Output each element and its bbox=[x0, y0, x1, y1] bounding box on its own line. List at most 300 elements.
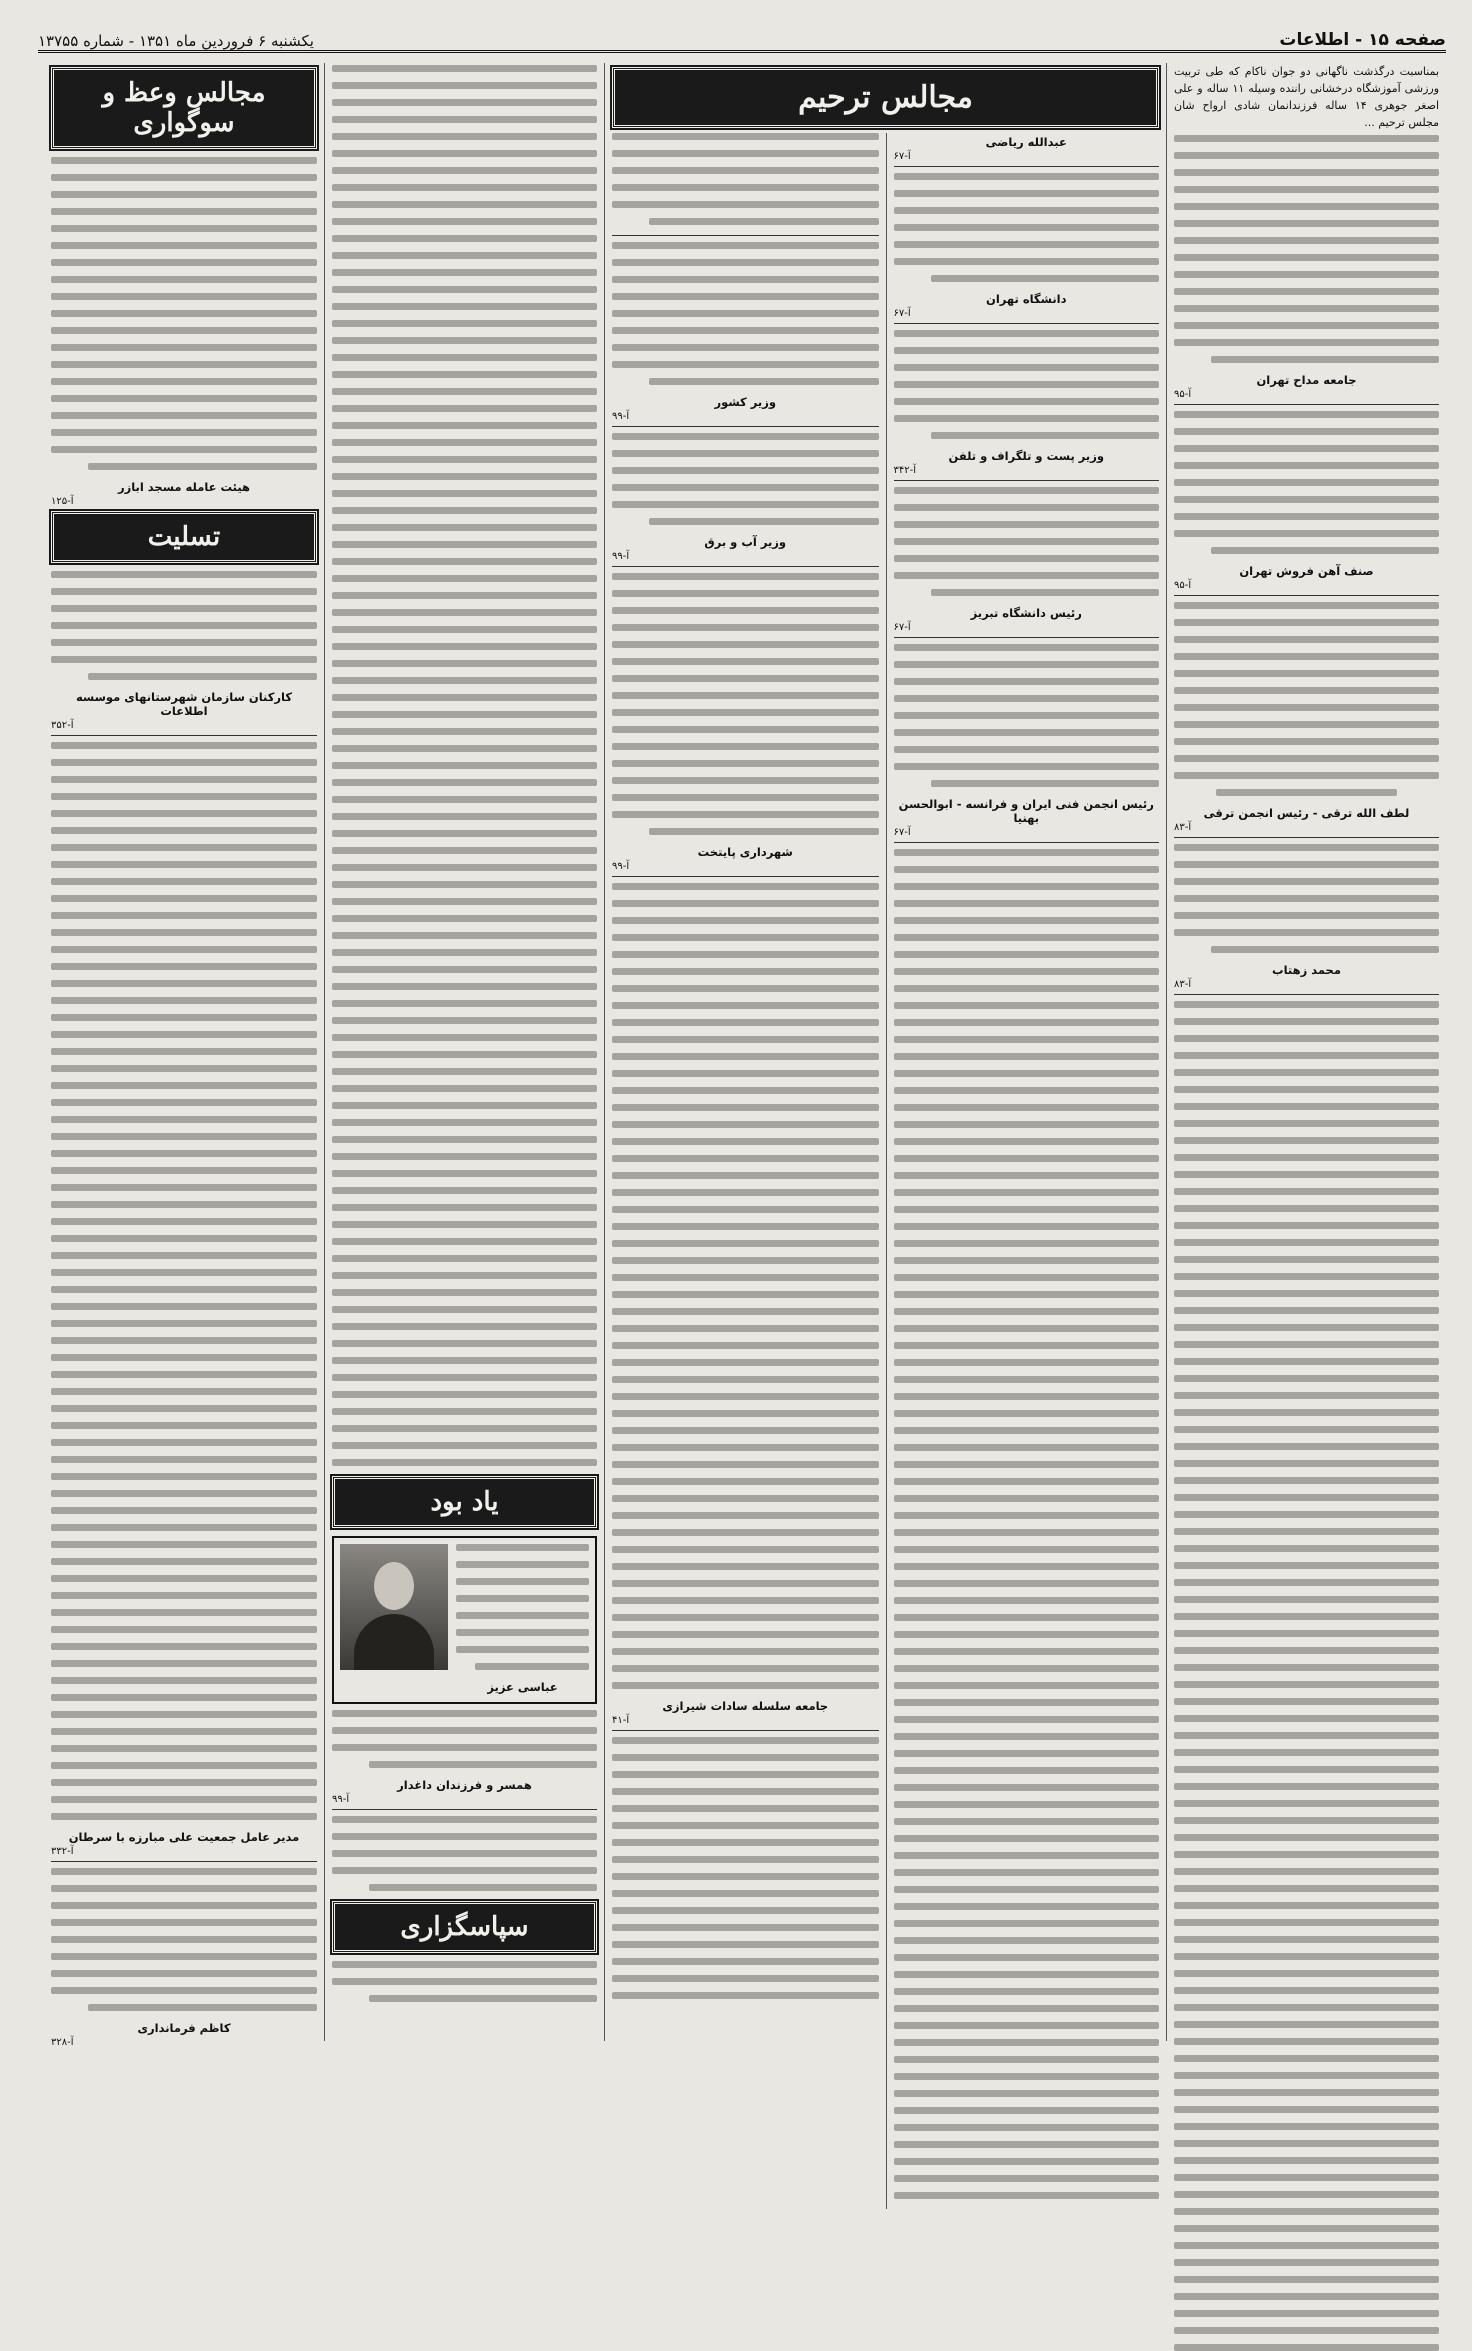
notice-code: ۹۵-آ bbox=[1174, 580, 1192, 592]
text-line bbox=[51, 1902, 317, 1909]
text-line bbox=[1174, 152, 1439, 159]
text-line bbox=[1174, 619, 1439, 626]
text-line bbox=[612, 150, 879, 157]
text-line bbox=[612, 1410, 879, 1417]
text-line bbox=[894, 555, 1160, 562]
text-line bbox=[894, 2005, 1160, 2012]
notice-signature: کارکنان سازمان شهرستانهای موسسه اطلاعات bbox=[75, 690, 293, 718]
text-line bbox=[51, 1320, 317, 1327]
text-line bbox=[612, 1376, 879, 1383]
text-line bbox=[51, 588, 317, 595]
text-line bbox=[1174, 1171, 1439, 1178]
text-line bbox=[612, 743, 879, 750]
text-line bbox=[51, 1371, 317, 1378]
text-line bbox=[51, 412, 317, 419]
text-line bbox=[332, 439, 597, 446]
text-line bbox=[894, 1087, 1160, 1094]
notice-signature: شهرداری پایتخت bbox=[697, 845, 793, 859]
text-line bbox=[894, 1121, 1160, 1128]
notice-signature: وزیر پست و تلگراف و تلفن bbox=[948, 449, 1105, 463]
text-line bbox=[51, 1269, 317, 1276]
text-line bbox=[612, 1121, 879, 1128]
text-line bbox=[332, 269, 597, 276]
text-line bbox=[894, 1546, 1160, 1553]
text-line bbox=[612, 641, 879, 648]
notice-code: ۳۴۲-آ bbox=[893, 465, 917, 476]
text-line bbox=[1174, 2242, 1439, 2249]
text-line bbox=[51, 1745, 317, 1752]
text-line bbox=[894, 661, 1160, 668]
text-line bbox=[456, 1544, 589, 1551]
text-line bbox=[332, 1170, 597, 1177]
notice-signature: لطف الله ترقی - رئیس انجمن ترقی bbox=[1203, 806, 1410, 821]
text-line bbox=[612, 293, 879, 300]
text-line bbox=[894, 1444, 1160, 1451]
text-line bbox=[1174, 1902, 1439, 1909]
text-line bbox=[332, 1961, 597, 1968]
text-line bbox=[1174, 1154, 1439, 1161]
text-line bbox=[1174, 2174, 1439, 2181]
text-line bbox=[51, 1626, 317, 1633]
text-line bbox=[612, 1223, 879, 1230]
text-line bbox=[612, 709, 879, 716]
text-line bbox=[612, 1737, 879, 1744]
text-line bbox=[612, 484, 879, 491]
text-line bbox=[894, 1172, 1160, 1179]
text-line bbox=[894, 1359, 1160, 1366]
divider bbox=[332, 1809, 597, 1810]
text-line bbox=[51, 1609, 317, 1616]
text-line bbox=[1216, 789, 1396, 796]
text-line bbox=[51, 1953, 317, 1960]
notice bbox=[1174, 63, 1439, 131]
text-line bbox=[894, 1189, 1160, 1196]
text-line bbox=[51, 997, 317, 1004]
text-line bbox=[612, 1546, 879, 1553]
text-line bbox=[612, 692, 879, 699]
text-line bbox=[894, 1597, 1160, 1604]
text-line bbox=[894, 487, 1160, 494]
text-line bbox=[1174, 1545, 1439, 1552]
text-line bbox=[612, 624, 879, 631]
tarhim-banner: مجالس ترحیم bbox=[612, 67, 1159, 128]
text-line bbox=[894, 1784, 1160, 1791]
text-line bbox=[931, 432, 1159, 439]
text-line bbox=[612, 1342, 879, 1349]
text-line bbox=[612, 1274, 879, 1281]
text-line bbox=[332, 1710, 597, 1717]
notice-signature: مدیر عامل جمعیت علی مبارزه با سرطان bbox=[68, 1830, 300, 1844]
text-line bbox=[612, 1002, 879, 1009]
text-line bbox=[1174, 1868, 1439, 1875]
text-line bbox=[332, 847, 597, 854]
text-line bbox=[1174, 2276, 1439, 2283]
divider bbox=[1174, 994, 1439, 995]
text-line bbox=[51, 656, 317, 663]
text-line bbox=[1174, 1698, 1439, 1705]
text-line bbox=[51, 378, 317, 385]
text-line bbox=[332, 711, 597, 718]
text-line bbox=[612, 794, 879, 801]
text-line bbox=[894, 1903, 1160, 1910]
text-line bbox=[88, 2004, 317, 2011]
text-line bbox=[332, 1744, 597, 1751]
text-line bbox=[51, 1919, 317, 1926]
text-line bbox=[1174, 1290, 1439, 1297]
text-line bbox=[1174, 530, 1439, 537]
text-line bbox=[612, 900, 879, 907]
text-line bbox=[369, 1761, 597, 1768]
text-line bbox=[612, 1529, 879, 1536]
text-line bbox=[332, 1442, 597, 1449]
text-line bbox=[51, 1660, 317, 1667]
text-line bbox=[1174, 169, 1439, 176]
text-line bbox=[1174, 2157, 1439, 2164]
text-line bbox=[1174, 2055, 1439, 2062]
text-line bbox=[894, 1257, 1160, 1264]
text-line bbox=[1174, 1613, 1439, 1620]
text-line bbox=[612, 327, 879, 334]
notice-code: ۴۱-آ bbox=[612, 1715, 630, 1726]
text-line bbox=[51, 1014, 317, 1021]
text-line bbox=[332, 932, 597, 939]
text-line bbox=[51, 1592, 317, 1599]
text-line bbox=[51, 1643, 317, 1650]
notice-signature: رئیس دانشگاه تبریز bbox=[970, 606, 1082, 620]
text-line bbox=[894, 1750, 1160, 1757]
text-line bbox=[612, 1019, 879, 1026]
text-line bbox=[51, 1422, 317, 1429]
text-line bbox=[1174, 1681, 1439, 1688]
text-line bbox=[612, 573, 879, 580]
text-line bbox=[332, 1323, 597, 1330]
text-line bbox=[51, 1558, 317, 1565]
text-line bbox=[1174, 1970, 1439, 1977]
text-line bbox=[332, 1187, 597, 1194]
text-line bbox=[894, 1342, 1160, 1349]
text-line bbox=[612, 259, 879, 266]
divider bbox=[1174, 595, 1439, 596]
text-line bbox=[649, 828, 878, 835]
text-line bbox=[894, 2124, 1160, 2131]
text-line bbox=[894, 330, 1160, 337]
text-line bbox=[894, 1240, 1160, 1247]
text-line bbox=[894, 1529, 1160, 1536]
text-line bbox=[1174, 844, 1439, 851]
text-line bbox=[1174, 929, 1439, 936]
text-line bbox=[51, 776, 317, 783]
text-line bbox=[1174, 1851, 1439, 1858]
text-line bbox=[1174, 1443, 1439, 1450]
notice-signature: هیئت عامله مسجد ابازر bbox=[117, 480, 251, 494]
text-line bbox=[51, 742, 317, 749]
text-line bbox=[894, 572, 1160, 579]
text-line bbox=[612, 951, 879, 958]
text-line bbox=[332, 1289, 597, 1296]
text-line bbox=[51, 912, 317, 919]
text-line bbox=[1211, 547, 1439, 554]
notice-signature: محمد زهتاب bbox=[1272, 963, 1341, 978]
text-line bbox=[1174, 1307, 1439, 1314]
text-line bbox=[1174, 1460, 1439, 1467]
text-line bbox=[612, 344, 879, 351]
notice-code: ۸۳-آ bbox=[1174, 979, 1192, 991]
text-line bbox=[51, 1575, 317, 1582]
text-line bbox=[894, 678, 1160, 685]
text-line bbox=[894, 1682, 1160, 1689]
text-line bbox=[1174, 1358, 1439, 1365]
text-line bbox=[612, 1240, 879, 1247]
text-line bbox=[894, 1835, 1160, 1842]
text-line bbox=[51, 395, 317, 402]
text-line bbox=[332, 745, 597, 752]
text-line bbox=[51, 293, 317, 300]
text-line bbox=[612, 1155, 879, 1162]
text-line bbox=[612, 1087, 879, 1094]
text-line bbox=[612, 1856, 879, 1863]
text-line bbox=[332, 524, 597, 531]
text-line bbox=[1174, 1528, 1439, 1535]
text-line bbox=[332, 456, 597, 463]
text-line bbox=[1174, 271, 1439, 278]
text-line bbox=[894, 347, 1160, 354]
text-line bbox=[332, 541, 597, 548]
text-line bbox=[51, 157, 317, 164]
text-line bbox=[332, 490, 597, 497]
text-line bbox=[894, 1801, 1160, 1808]
text-line bbox=[332, 184, 597, 191]
text-line bbox=[332, 422, 597, 429]
text-line bbox=[51, 1439, 317, 1446]
text-line bbox=[612, 985, 879, 992]
text-line bbox=[51, 1456, 317, 1463]
text-line bbox=[894, 1580, 1160, 1587]
text-line bbox=[51, 1354, 317, 1361]
notice-code: ۹۹-آ bbox=[612, 551, 630, 562]
divider bbox=[612, 1730, 879, 1731]
text-line bbox=[612, 1308, 879, 1315]
text-line bbox=[1174, 602, 1439, 609]
text-line bbox=[51, 310, 317, 317]
text-line bbox=[612, 1393, 879, 1400]
divider bbox=[51, 735, 317, 736]
text-line bbox=[332, 235, 597, 242]
divider bbox=[894, 637, 1160, 638]
text-line bbox=[1174, 322, 1439, 329]
text-line bbox=[332, 762, 597, 769]
text-line bbox=[1174, 1341, 1439, 1348]
text-line bbox=[894, 1852, 1160, 1859]
text-line bbox=[332, 1272, 597, 1279]
text-line bbox=[1174, 220, 1439, 227]
text-line bbox=[894, 763, 1160, 770]
text-line bbox=[894, 258, 1160, 265]
text-line bbox=[51, 827, 317, 834]
text-line bbox=[51, 844, 317, 851]
text-line bbox=[1174, 1885, 1439, 1892]
text-line bbox=[894, 746, 1160, 753]
text-line bbox=[612, 1822, 879, 1829]
text-line bbox=[1174, 428, 1439, 435]
text-line bbox=[332, 303, 597, 310]
text-line bbox=[369, 1884, 597, 1891]
text-line bbox=[332, 1408, 597, 1415]
text-line bbox=[1174, 1715, 1439, 1722]
text-line bbox=[894, 1138, 1160, 1145]
text-line bbox=[612, 1771, 879, 1778]
text-line bbox=[51, 1936, 317, 1943]
text-line bbox=[51, 1524, 317, 1531]
text-line bbox=[332, 82, 597, 89]
text-line bbox=[332, 1306, 597, 1313]
text-line bbox=[612, 607, 879, 614]
notice-signature: صنف آهن فروش تهران bbox=[1239, 564, 1374, 579]
text-line bbox=[612, 760, 879, 767]
text-line bbox=[894, 1733, 1160, 1740]
text-line bbox=[894, 207, 1160, 214]
text-line bbox=[1174, 1222, 1439, 1229]
text-line bbox=[1174, 1987, 1439, 1994]
text-line bbox=[332, 1357, 597, 1364]
text-line bbox=[894, 1070, 1160, 1077]
text-line bbox=[51, 1201, 317, 1208]
text-line bbox=[894, 968, 1160, 975]
text-line bbox=[612, 917, 879, 924]
text-line bbox=[51, 895, 317, 902]
text-line bbox=[332, 898, 597, 905]
column-5 bbox=[44, 63, 324, 2048]
text-line bbox=[332, 405, 597, 412]
notice-code: ۱۲۵-آ bbox=[51, 496, 74, 507]
column-1 bbox=[1166, 63, 1446, 2041]
text-line bbox=[332, 286, 597, 293]
text-line bbox=[332, 337, 597, 344]
text-line bbox=[332, 1833, 597, 1840]
text-line bbox=[332, 677, 597, 684]
tasliat-banner: تسلیت bbox=[51, 511, 317, 563]
text-line bbox=[51, 1728, 317, 1735]
issue-date: یکشنبه ۶ فروردین ماه ۱۳۵۱ - شماره ۱۳۷۵۵ bbox=[38, 32, 314, 50]
text-line bbox=[1174, 704, 1439, 711]
text-line bbox=[51, 810, 317, 817]
text-line bbox=[894, 1869, 1160, 1876]
text-line bbox=[612, 1907, 879, 1914]
text-line bbox=[612, 450, 879, 457]
text-line bbox=[612, 361, 879, 368]
text-line bbox=[332, 915, 597, 922]
text-line bbox=[51, 242, 317, 249]
text-line bbox=[612, 1648, 879, 1655]
text-line bbox=[456, 1646, 589, 1653]
text-line bbox=[88, 463, 317, 470]
notice-text: بمناسبت درگذشت ناگهانی دو جوان ناکام که طی تربیت ورزشی آموزشگاه درخشانی راننده وسیله ۱۱ ساله و علی اصغر جوهری ۱۴ ساله فرزندانمان شادی ارواح شان مجلس ترحیم ... bbox=[1174, 65, 1440, 130]
text-line bbox=[332, 1459, 597, 1466]
text-line bbox=[51, 1133, 317, 1140]
text-line bbox=[1174, 670, 1439, 677]
text-line bbox=[894, 2158, 1160, 2165]
text-line bbox=[51, 861, 317, 868]
text-line bbox=[612, 1206, 879, 1213]
text-line bbox=[456, 1595, 589, 1602]
text-line bbox=[1174, 1562, 1439, 1569]
text-line bbox=[332, 813, 597, 820]
text-line bbox=[894, 1291, 1160, 1298]
notice-code: ۶۷-آ bbox=[893, 151, 911, 162]
text-line bbox=[1174, 1783, 1439, 1790]
text-line bbox=[456, 1629, 589, 1636]
text-lines bbox=[1174, 135, 1439, 2113]
text-line bbox=[612, 1580, 879, 1587]
text-line bbox=[1174, 186, 1439, 193]
text-line bbox=[332, 1034, 597, 1041]
text-line bbox=[332, 881, 597, 888]
text-line bbox=[51, 1099, 317, 1106]
text-line bbox=[612, 1890, 879, 1897]
text-line bbox=[894, 2175, 1160, 2182]
text-line bbox=[1174, 895, 1439, 902]
text-line bbox=[332, 218, 597, 225]
text-line bbox=[649, 378, 878, 385]
text-line bbox=[612, 1805, 879, 1812]
divider bbox=[612, 235, 879, 236]
text-line bbox=[332, 150, 597, 157]
text-line bbox=[332, 864, 597, 871]
vaz-banner: مجالس وعظ و سوگواری bbox=[51, 67, 317, 149]
text-line bbox=[894, 917, 1160, 924]
text-line bbox=[612, 1461, 879, 1468]
text-line bbox=[51, 1235, 317, 1242]
text-line bbox=[51, 946, 317, 953]
text-line bbox=[612, 501, 879, 508]
text-line bbox=[894, 1971, 1160, 1978]
text-line bbox=[1174, 2072, 1439, 2079]
text-line bbox=[894, 1648, 1160, 1655]
text-line bbox=[1174, 1732, 1439, 1739]
text-line bbox=[332, 728, 597, 735]
text-line bbox=[612, 1444, 879, 1451]
text-line bbox=[332, 592, 597, 599]
text-line bbox=[51, 225, 317, 232]
text-line bbox=[894, 1716, 1160, 1723]
text-line bbox=[332, 1374, 597, 1381]
notice-code: ۹۹-آ bbox=[612, 411, 630, 422]
text-line bbox=[332, 1340, 597, 1347]
text-line bbox=[1174, 1647, 1439, 1654]
text-line bbox=[332, 1238, 597, 1245]
text-line bbox=[332, 1000, 597, 1007]
text-line bbox=[51, 571, 317, 578]
text-line bbox=[1174, 1936, 1439, 1943]
text-line bbox=[1174, 2123, 1439, 2130]
text-line bbox=[88, 673, 317, 680]
text-line bbox=[51, 1694, 317, 1701]
text-line bbox=[51, 429, 317, 436]
text-line bbox=[612, 1495, 879, 1502]
text-line bbox=[1174, 1749, 1439, 1756]
text-line bbox=[612, 1754, 879, 1761]
text-line bbox=[1174, 2208, 1439, 2215]
text-line bbox=[1174, 2259, 1439, 2266]
text-line bbox=[612, 133, 879, 140]
text-line bbox=[1174, 1800, 1439, 1807]
notice-signature: جامعه سلسله سادات شیرازی bbox=[662, 1699, 829, 1713]
column-2-3 bbox=[604, 63, 1166, 2041]
notice-signature: عبدالله ریاضی bbox=[985, 135, 1067, 149]
text-line bbox=[51, 793, 317, 800]
text-line bbox=[612, 1138, 879, 1145]
text-line bbox=[332, 1068, 597, 1075]
notice-code: ۹۵-آ bbox=[1174, 389, 1192, 401]
